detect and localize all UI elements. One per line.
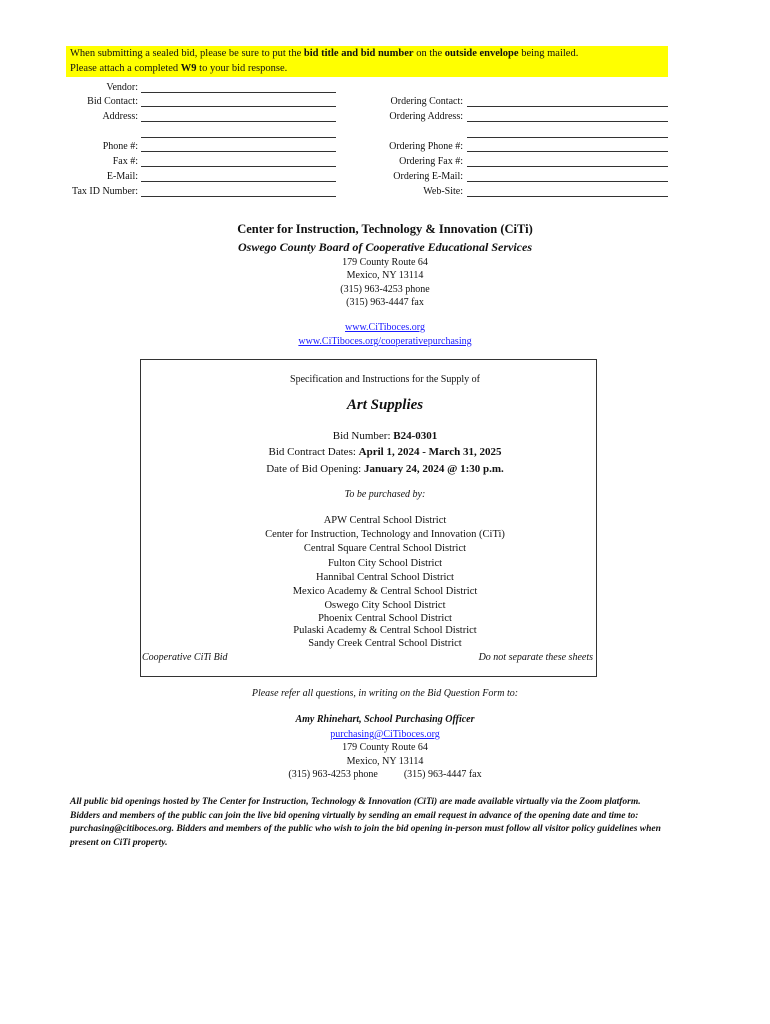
phone-field[interactable] xyxy=(141,151,336,152)
phone-label: Phone #: xyxy=(102,141,138,152)
org-board: Oswego County Board of Cooperative Educational Services xyxy=(238,240,532,254)
ordering-address-field-2[interactable] xyxy=(467,137,668,138)
district-item: Sandy Creek Central School District xyxy=(308,638,462,650)
district-item: Mexico Academy & Central School District xyxy=(292,586,478,598)
contact-city: Mexico, NY 13114 xyxy=(346,756,424,767)
district-item: Pulaski Academy & Central School District xyxy=(293,625,477,637)
purchased-by-label: To be purchased by: xyxy=(344,489,426,500)
district-item: Oswego City School District xyxy=(324,600,446,612)
notice-line-1: When submitting a sealed bid, please be sure to put the bid title and bid number on the outside envelope being mailed. xyxy=(70,48,579,59)
ordering-address-label: Ordering Address: xyxy=(389,111,463,122)
bid-contact-label: Bid Contact: xyxy=(87,96,138,107)
email-field[interactable] xyxy=(141,181,336,182)
address-field-2[interactable] xyxy=(141,137,336,138)
tax-id-field[interactable] xyxy=(141,196,336,197)
refer-questions: Please refer all questions, in writing on the Bid Question Form to: xyxy=(251,688,519,699)
bid-contact-field[interactable] xyxy=(141,106,336,107)
bid-opening-date: Date of Bid Opening: January 24, 2024 @ 1:30 p.m. xyxy=(266,463,504,475)
purchasing-officer: Amy Rhinehart, School Purchasing Officer xyxy=(295,714,475,725)
spec-title: Art Supplies xyxy=(346,397,424,413)
district-list xyxy=(0,514,770,652)
website-label: Web-Site: xyxy=(423,186,463,197)
org-name: Center for Instruction, Technology & Innovation (CiTi) xyxy=(237,222,533,236)
bid-number: Bid Number: B24-0301 xyxy=(332,430,438,442)
ordering-contact-label: Ordering Contact: xyxy=(390,96,463,107)
do-not-separate-label: Do not separate these sheets xyxy=(478,652,593,663)
fax-label: Fax #: xyxy=(112,156,138,167)
contact-street: 179 County Route 64 xyxy=(342,742,428,753)
notice-line-2: Please attach a completed W9 to your bid response. xyxy=(70,63,288,74)
district-item: APW Central School District xyxy=(323,515,447,526)
ordering-fax-label: Ordering Fax #: xyxy=(399,156,463,167)
ordering-email-field[interactable] xyxy=(467,181,668,182)
tax-id-label: Tax ID Number: xyxy=(72,186,138,197)
district-item: Central Square Central School District xyxy=(303,543,467,555)
org-fax: (315) 963-4447 fax xyxy=(346,297,424,308)
cooperative-bid-label: Cooperative CiTi Bid xyxy=(142,652,228,663)
district-item: Hannibal Central School District xyxy=(316,571,454,583)
org-street: 179 County Route 64 xyxy=(342,257,428,268)
cooperative-purchasing-link[interactable]: www.CiTiboces.org/cooperativepurchasing xyxy=(298,336,472,347)
org-phone: (315) 963-4253 phone xyxy=(340,284,430,295)
ordering-email-label: Ordering E-Mail: xyxy=(393,171,463,182)
spec-intro: Specification and Instructions for the Supply of xyxy=(290,374,480,385)
address-label: Address: xyxy=(102,111,138,122)
ordering-contact-field[interactable] xyxy=(467,106,668,107)
vendor-label: Vendor: xyxy=(106,82,138,93)
address-field[interactable] xyxy=(141,121,336,122)
district-item: Fulton City School District xyxy=(327,557,443,569)
district-item: Center for Instruction, Technology and Innovation (CiTi) xyxy=(265,529,505,541)
ordering-address-field[interactable] xyxy=(467,121,668,122)
virtual-opening-note: All public bid openings hosted by The Center for Instruction, Technology & Innovation (CiTi) are made available virtually via the Zoom platform. Bidders and members of the public can join the live bid opening virtually by sending an email request in advance of the opening date and time to: purchasing@citiboces.org. Bidders and members of the public who wish to join the bid opening in-person must follow all visitor policy guidelines when present on CiTi property. xyxy=(70,797,661,848)
org-city: Mexico, NY 13114 xyxy=(346,270,424,281)
contact-phone-fax: (315) 963-4253 phone (315) 963-4447 fax xyxy=(288,769,482,780)
ordering-phone-field[interactable] xyxy=(467,151,668,152)
ordering-phone-label: Ordering Phone #: xyxy=(389,141,463,152)
website-field[interactable] xyxy=(467,196,668,197)
contract-dates: Bid Contract Dates: April 1, 2024 - March 31, 2025 xyxy=(268,446,502,458)
purchasing-email-link[interactable]: purchasing@CiTiboces.org xyxy=(330,729,440,740)
org-website-link[interactable]: www.CiTiboces.org xyxy=(345,322,425,333)
vendor-field[interactable] xyxy=(141,92,336,93)
email-label: E-Mail: xyxy=(106,171,138,182)
sealed-bid-notice xyxy=(66,46,668,77)
fax-field[interactable] xyxy=(141,166,336,167)
district-item: Phoenix Central School District xyxy=(318,613,452,625)
ordering-fax-field[interactable] xyxy=(467,166,668,167)
